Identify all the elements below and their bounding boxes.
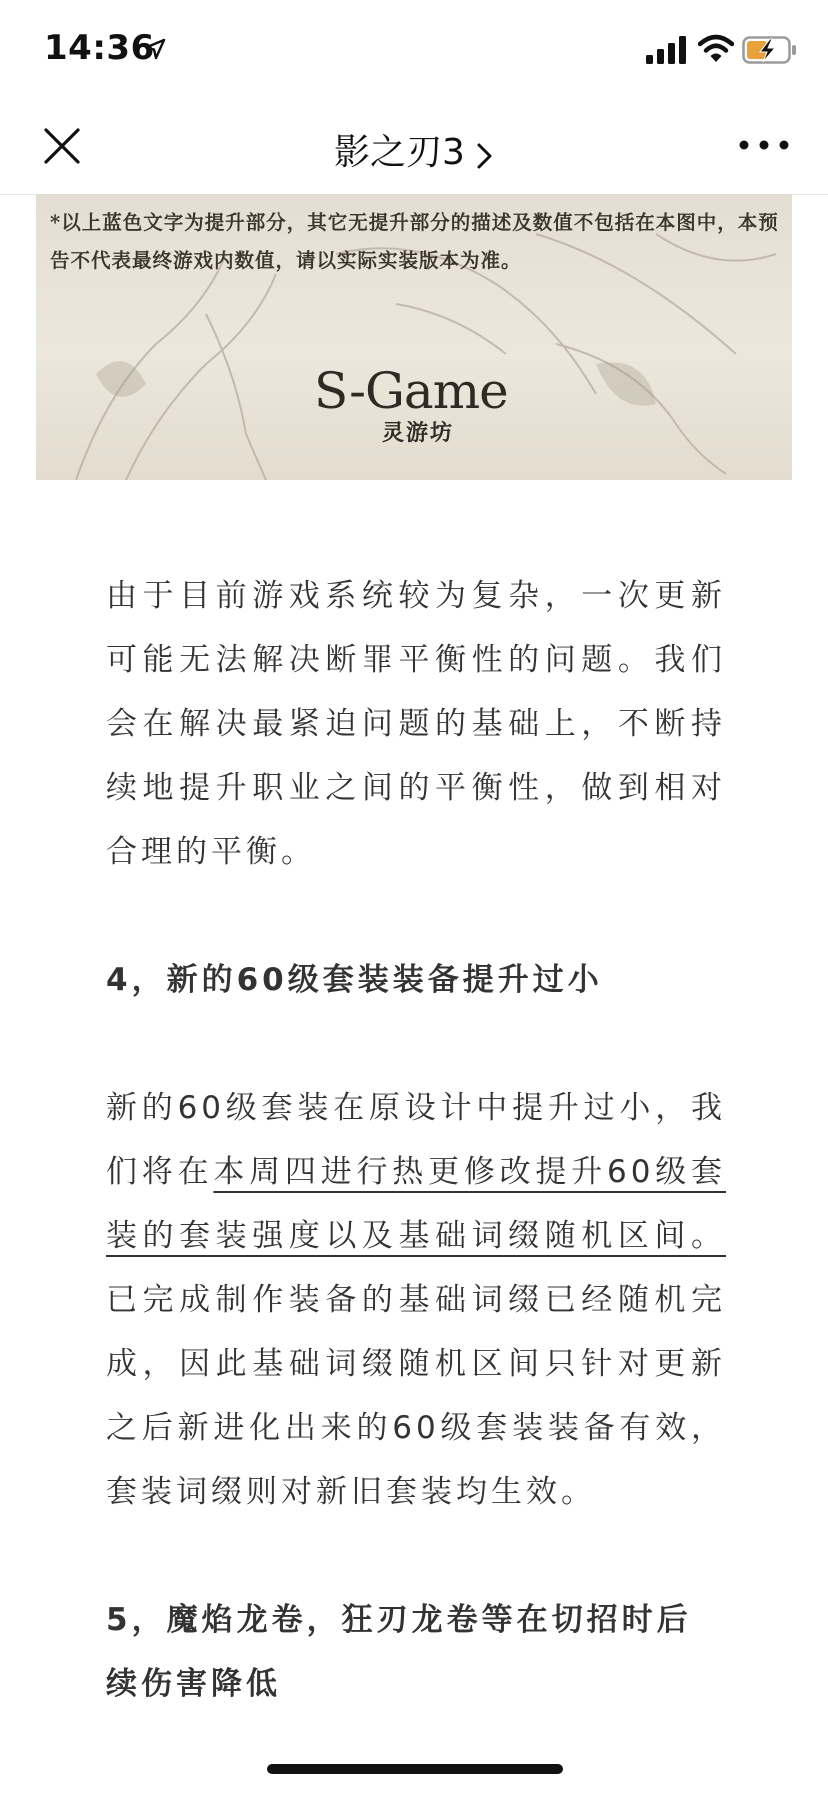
more-dots-icon[interactable] bbox=[738, 130, 790, 160]
paragraph-text-continued: 已完成制作装备的基础词缀已经随机完成，因此基础词缀随机区间只针对更新之后新进化出来的60级套装装备有效，套装词缀则对新旧套装均生效。 bbox=[106, 1282, 726, 1510]
underlined-highlight: 本周四进行热更修改提升60级套装的套装强度以及基础词缀随机区间。 bbox=[106, 1154, 726, 1254]
page-title: 影之刃3 bbox=[334, 132, 465, 173]
wifi-icon bbox=[698, 34, 734, 64]
chevron-right-icon bbox=[476, 141, 494, 171]
article-image bbox=[36, 194, 792, 480]
location-arrow-icon bbox=[143, 37, 167, 61]
status-time: 14:36 bbox=[44, 28, 155, 68]
section-heading-4: 4，新的60级套装装备提升过小 bbox=[106, 962, 603, 998]
logo-text: S-Game bbox=[314, 362, 508, 420]
section-heading-5: 5，魔焰龙卷，狂刃龙卷等在切招时后续伤害降低 bbox=[106, 1602, 692, 1702]
home-indicator[interactable] bbox=[267, 1764, 563, 1774]
paragraph-balance: 由于目前游戏系统较为复杂，一次更新可能无法解决断罪平衡性的问题。我们会在解决最紧迫问题的基础上，不断持续地提升职业之间的平衡性，做到相对合理的平衡。 bbox=[106, 578, 726, 870]
paragraph-set-equipment bbox=[106, 1076, 726, 1524]
logo-subtext: 灵游坊 bbox=[382, 420, 455, 446]
battery-charging-icon bbox=[742, 36, 798, 64]
article-body bbox=[106, 564, 726, 1716]
image-disclaimer-text: *以上蓝色文字为提升部分，其它无提升部分的描述及数值不包括在本图中，本预告不代表最终游戏内数值，请以实际实装版本为准。 bbox=[50, 211, 779, 272]
nav-bar bbox=[0, 100, 828, 195]
signal-icon bbox=[646, 36, 690, 64]
paragraph-text: 新的60级套装在原设计中提升过小，我们将在 bbox=[106, 1090, 726, 1190]
s-game-logo bbox=[314, 362, 554, 452]
status-bar bbox=[0, 0, 828, 100]
article-title-link[interactable] bbox=[0, 124, 828, 175]
